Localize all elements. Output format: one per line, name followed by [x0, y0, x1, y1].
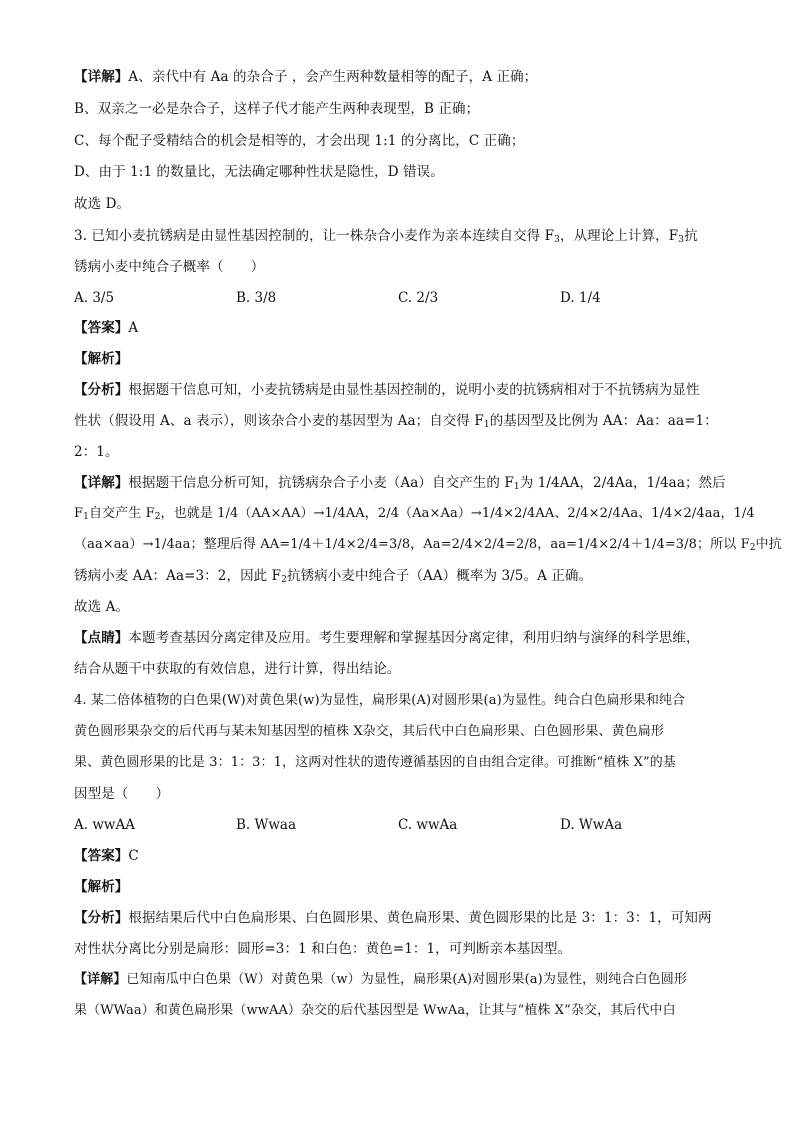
q3-dianjing-line-2: 结合从题干中获取的有效信息，进行计算，得出结论。 [74, 661, 401, 677]
q3-fenxi-line-1: 【分析】根据题干信息可知，小麦抗锈病是由显性基因控制的，说明小麦的抗锈病相对于不抗锈病为显性 [74, 382, 700, 398]
q3-fenxi-line-2: 性状（假设用 A、a 表示），则该杂合小麦的基因型为 Aa；自交得 $F_1$的基因型及比例为 AA：Aa：aa=1： [74, 413, 718, 430]
q3-detail-line-1: 【详解】根据题干信息分析可知，抗锈病杂合子小麦（Aa）自交产生的 $F_1$为 1/4AA，2/4Aa，1/4aa；然后 [74, 475, 726, 492]
q3-dianjing-line-1: 【点睛】本题考查基因分离定律及应用。考生要理解和掌握基因分离定律，利用归纳与演绎的科学思维， [74, 630, 700, 646]
detail-tag: 【详解】 [74, 972, 127, 987]
q3-stem-line-1: 3. 已知小麦抗锈病是由显性基因控制的，让一株杂合小麦作为亲本连续自交得 $F_3$，从理论上计算，$F_3$抗 [74, 228, 698, 245]
fenxi-tag: 【分析】 [74, 382, 129, 398]
q2-detail-line-2: B、双亲之一必是杂合子，这样子代才能产生两种表现型，B 正确； [74, 101, 480, 117]
q4-stem-line-3: 果、黄色圆形果的比是 3：1：3：1，这两对性状的遗传遵循基因的自由组合定律。可推断“植株 X”的基 [74, 755, 676, 770]
detail-tag: 【详解】 [74, 69, 129, 85]
q4-analysis-tag: 【解析】 [74, 879, 129, 895]
q3-answer: 【答案】A [74, 320, 139, 336]
q2-detail-line-4: D、由于 1:1 的数量比，无法确定哪种性状是隐性，D 错误。 [74, 164, 444, 180]
q4-stem-line-2: 黄色圆形果杂交的后代再与某未知基因型的植株 X杂交，其后代中白色扁形果、白色圆形果、黄色扁形 [74, 724, 664, 739]
q3-conclusion: 故选 A。 [74, 599, 130, 615]
answer-tag: 【答案】 [74, 320, 129, 336]
q4-option-b: B. Wwaa [236, 817, 297, 833]
q4-detail-line-1: 【详解】已知南瓜中白色果（W）对黄色果（w）为显性，扁形果(A)对圆形果(a)为显性，则纯合白色圆形 [74, 972, 687, 987]
q4-option-a: A. wwAA [74, 817, 135, 833]
q4-stem-line-1: 4. 某二倍体植物的白色果(W)对黄色果(w)为显性，扁形果(A)对圆形果(a)为显性。纯合白色扁形果和纯合 [74, 693, 686, 708]
q3-option-a: A. 3/5 [74, 290, 115, 306]
q2-detail-line-3: C、每个配子受精结合的机会是相等的，才会出现 1:1 的分离比，C 正确； [74, 133, 525, 149]
detail-tag: 【详解】 [74, 475, 129, 491]
fenxi-tag: 【分析】 [74, 910, 129, 926]
q4-option-c: C. wwAa [398, 817, 458, 833]
q2-conclusion: 故选 D。 [74, 196, 131, 212]
q3-analysis-tag: 【解析】 [74, 351, 129, 367]
q3-option-d: D. 1/4 [560, 290, 601, 306]
q4-answer: 【答案】C [74, 848, 139, 864]
answer-tag: 【答案】 [74, 848, 129, 864]
q4-option-d: D. WwAa [560, 817, 623, 833]
q4-stem-line-4: 因型是（ ） [74, 786, 170, 802]
q3-detail-line-3: （aa×aa）→1/4aa；整理后得 AA=1/4＋1/4×2/4=3/8，Aa=2/4×2/4=2/8，aa=1/4×2/4＋1/4=3/8；所以 $F_2$中抗 [74, 537, 782, 553]
q3-detail-line-2: $F_1$自交产生 $F_2$，也就是 1/4（AA×AA）→1/4AA，2/4（Aa×Aa）→1/4×2/4AA、2/4×2/4Aa、1/4×2/4aa，1/4 [74, 506, 755, 522]
q3-detail-line-4: 锈病小麦 AA：Aa=3：2，因此 $F_2$抗锈病小麦中纯合子（AA）概率为 3/5。A 正确。 [74, 568, 593, 585]
q3-stem-line-2: 锈病小麦中纯合子概率（ ） [74, 259, 265, 275]
q4-detail-line-2: 果（WWaa）和黄色扁形果（wwAA）杂交的后代基因型是 WwAa，让其与“植株 X”杂交，其后代中白 [74, 1003, 676, 1018]
q2-detail-line-1: 【详解】A、亲代中有 Aa 的杂合子 ，会产生两种数量相等的配子，A 正确； [74, 69, 538, 85]
q3-option-c: C. 2/3 [398, 290, 439, 306]
q3-option-b: B. 3/8 [236, 290, 277, 306]
q4-fenxi-line-1: 【分析】根据结果后代中白色扁形果、白色圆形果、黄色扁形果、黄色圆形果的比是 3：1：3：1，可知两 [74, 910, 712, 926]
dianjing-tag: 【点睛】 [74, 630, 129, 646]
q4-fenxi-line-2: 对性状分离比分别是扁形：圆形=3：1 和白色：黄色=1：1，可判断亲本基因型。 [74, 941, 572, 957]
q3-fenxi-line-3: 2：1。 [74, 444, 119, 460]
